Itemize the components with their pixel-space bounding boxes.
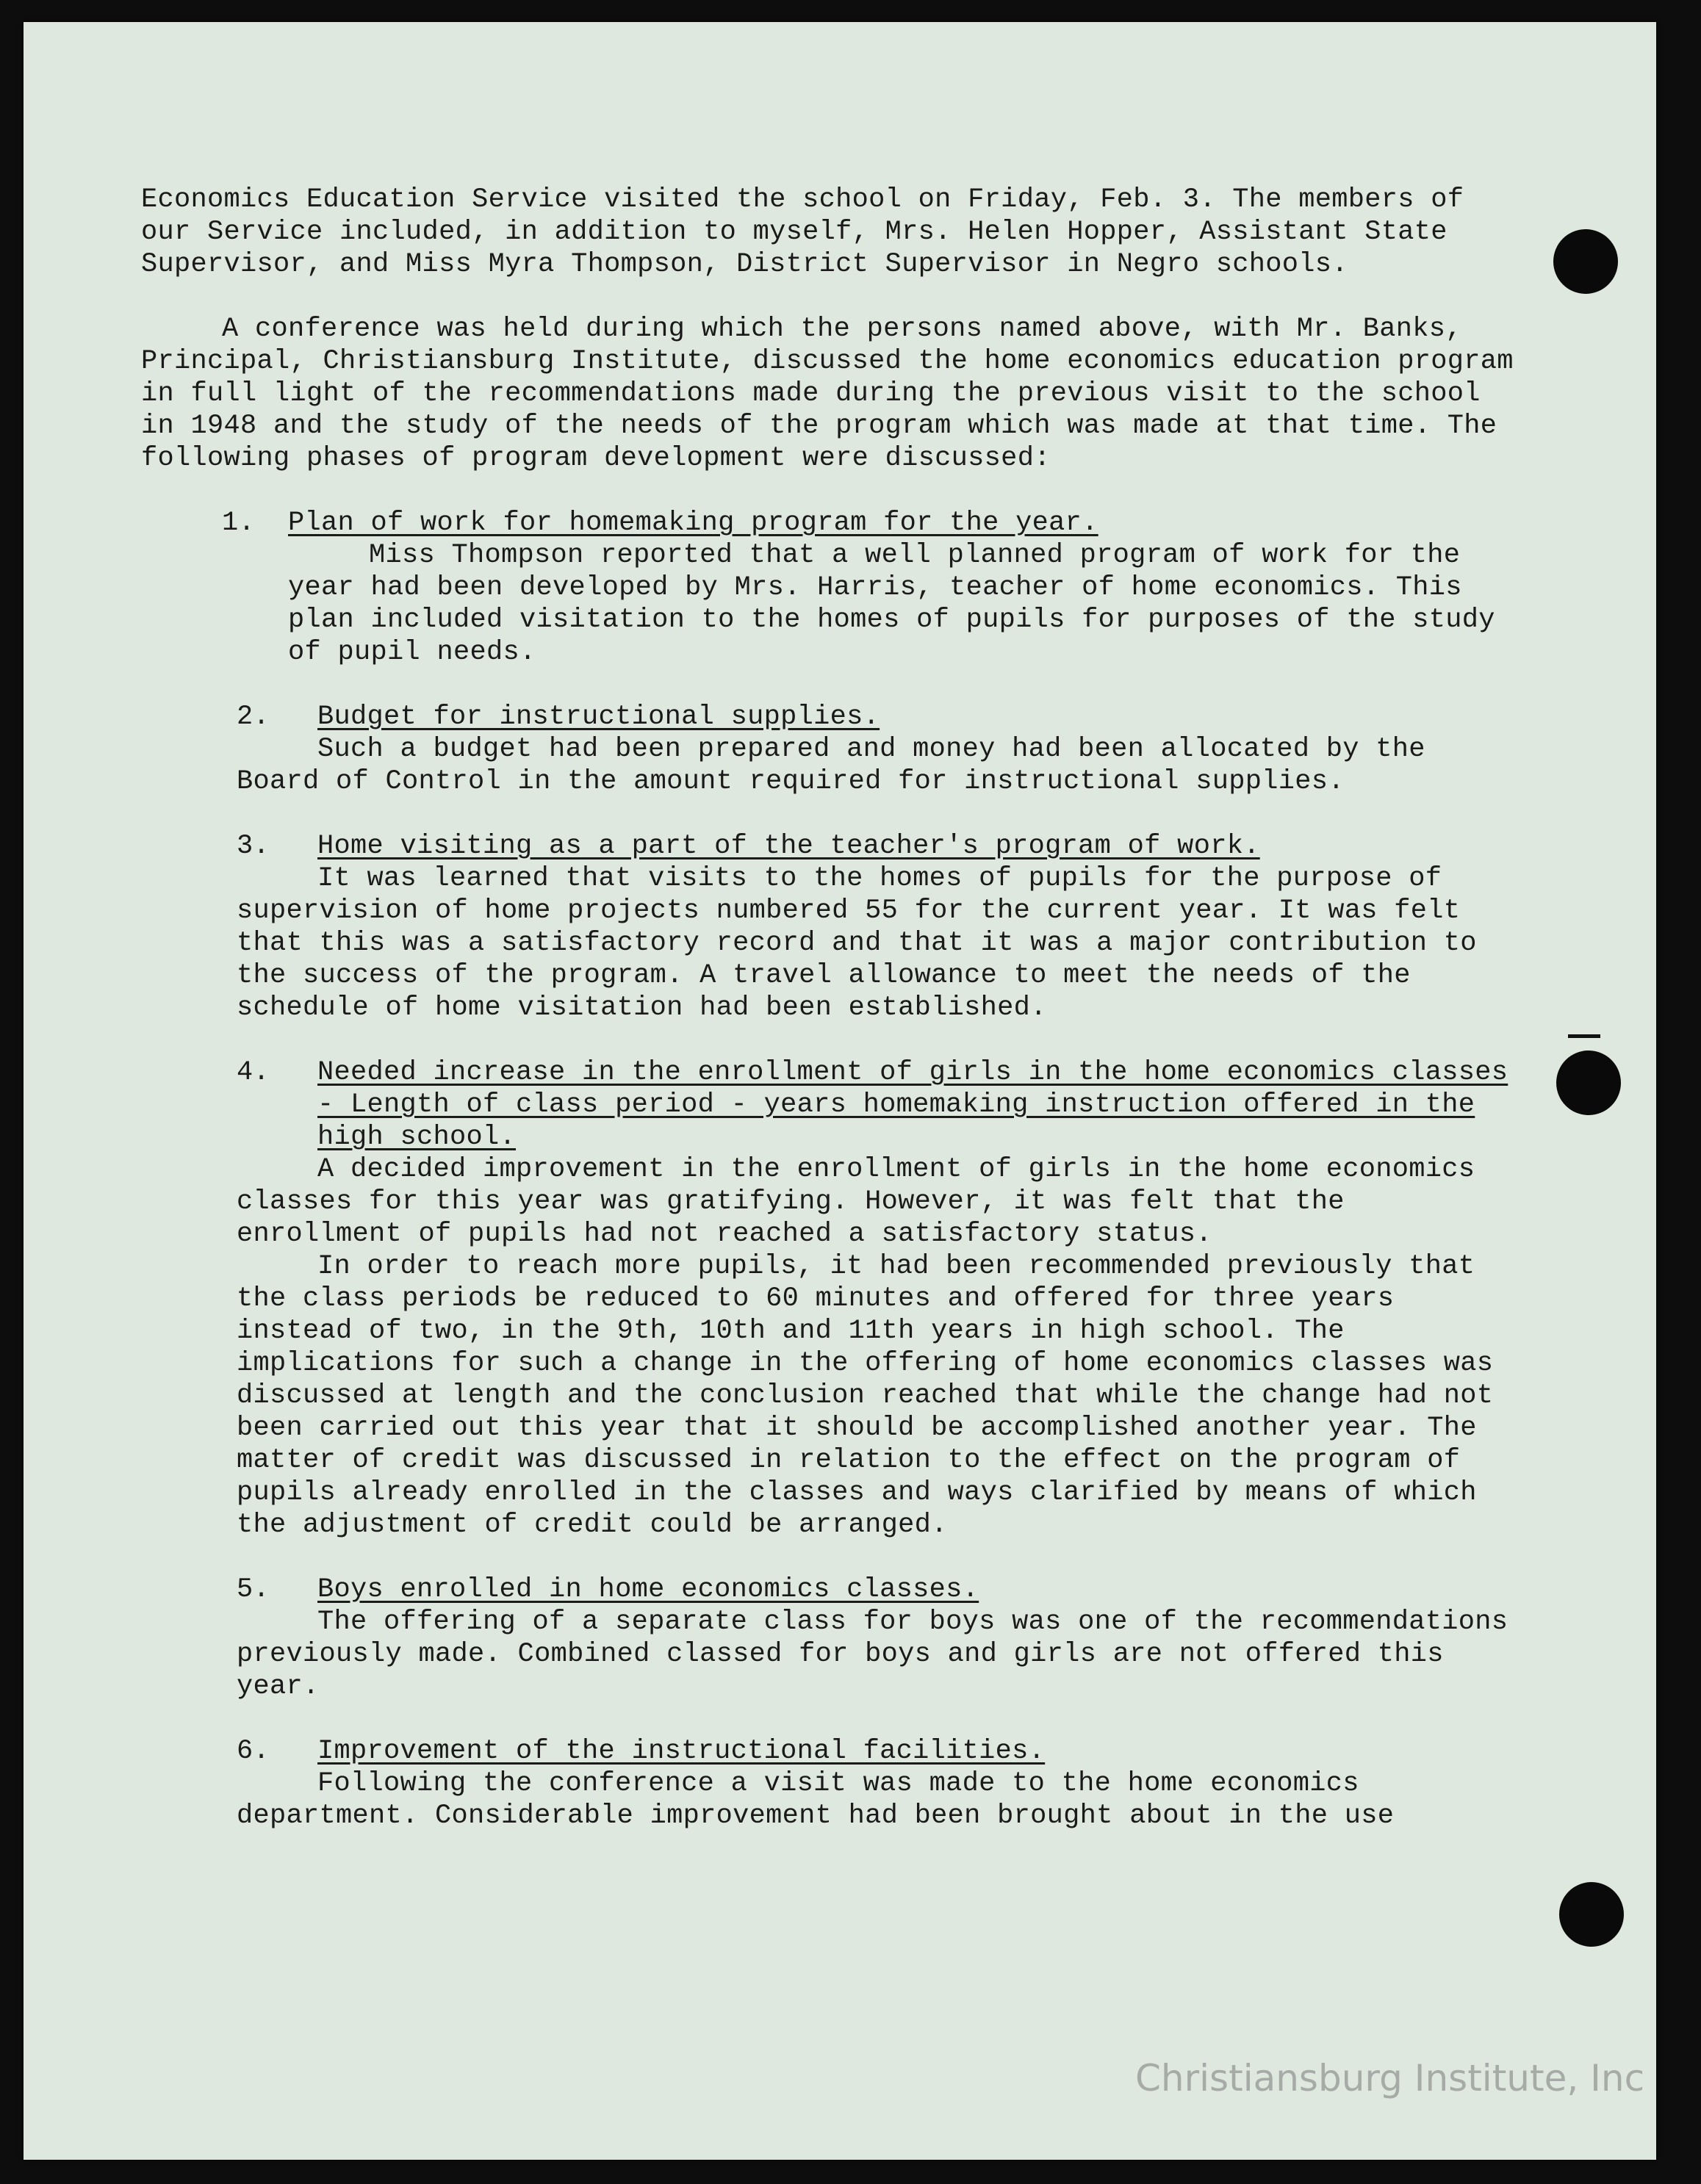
item-number: 1. bbox=[222, 508, 256, 538]
item-heading: Needed increase in the enrollment of girls in the home economics classes - Length of class period - years homemaking instruction offered in the high school. bbox=[317, 1057, 1508, 1153]
item-heading: Improvement of the instructional facilities. bbox=[317, 1736, 1046, 1767]
item-body: Such a budget had been prepared and money had been allocated by the Board of Control in the amount required for instructional supplies. bbox=[237, 734, 1425, 797]
item-number: 2. bbox=[237, 702, 270, 732]
item-body: The offering of a separate class for boys was one of the recommendations previously made. Combined classed for boys and girls are not offered this year. bbox=[237, 1607, 1508, 1702]
item-number: 4. bbox=[237, 1057, 270, 1088]
punch-hole-top bbox=[1553, 229, 1618, 294]
item-number: 5. bbox=[237, 1574, 270, 1605]
item-heading: Budget for instructional supplies. bbox=[317, 702, 880, 732]
item-body: In order to reach more pupils, it had been recommended previously that the class periods be reduced to 60 minutes and offered for three years instead of two, in the 9th, 10th and 11th years in high school. The implications for such a change in the offering of home economics classes was discussed at length and the conclusion reached that while the change had not been carried out this year that it should be accomplished another year. The matter of credit was discussed in relation to the effect on the program of pupils already enrolled in the classes and ways clarified by means of which the adjustment of credit could be arranged. bbox=[237, 1251, 1494, 1540]
list-item bbox=[141, 1056, 1522, 1541]
watermark: Christiansburg Institute, Inc bbox=[1135, 2057, 1645, 2100]
item-body: Miss Thompson reported that a well planned program of work for the year had been developed by Mrs. Harris, teacher of home economics. This plan included visitation to the homes of pupils for purposes of the study of pupil needs. bbox=[288, 540, 1495, 668]
item-heading: Boys enrolled in home economics classes. bbox=[317, 1574, 979, 1605]
item-body: A decided improvement in the enrollment of girls in the home economics classes for this year was gratifying. However, it was felt that the enrollment of pupils had not reached a satisfactory status. bbox=[237, 1154, 1475, 1250]
punch-hole-middle bbox=[1556, 1050, 1621, 1115]
item-number: 3. bbox=[237, 831, 270, 862]
item-heading: Plan of work for homemaking program for the year. bbox=[288, 508, 1098, 538]
punch-hole-bottom bbox=[1559, 1882, 1624, 1947]
list-item bbox=[141, 1574, 1522, 1703]
intro-paragraph-2: A conference was held during which the persons named above, with Mr. Banks, Principal, Christiansburg Institute, discussed the home economics education program in full light of the recommendations made during the previous visit to the school in 1948 and the study of the needs of the program which was made at that time. The following phases of program development were discussed: bbox=[141, 314, 1514, 474]
document-text bbox=[141, 184, 1522, 1864]
item-body: Following the conference a visit was made to the home economics department. Considerable improvement had been brought about in the use bbox=[237, 1768, 1395, 1831]
ink-mark bbox=[1568, 1034, 1600, 1038]
list-item bbox=[141, 830, 1522, 1024]
item-number: 6. bbox=[237, 1736, 270, 1767]
item-body: It was learned that visits to the homes of pupils for the purpose of supervision of home projects numbered 55 for the current year. It was felt that this was a satisfactory record and that it was a major contribution to the success of the program. A travel allowance to meet the needs of the schedule of home visitation had been established. bbox=[237, 863, 1477, 1023]
item-heading: Home visiting as a part of the teacher's program of work. bbox=[317, 831, 1260, 862]
list-item bbox=[141, 507, 1522, 668]
list-item bbox=[141, 1735, 1522, 1832]
intro-paragraph-1: Economics Education Service visited the school on Friday, Feb. 3. The members of our Service included, in addition to myself, Mrs. Helen Hopper, Assistant State Supervisor, and Miss Myra Thompson, District Supervisor in Negro schools. bbox=[141, 184, 1464, 280]
list-item bbox=[141, 701, 1522, 798]
